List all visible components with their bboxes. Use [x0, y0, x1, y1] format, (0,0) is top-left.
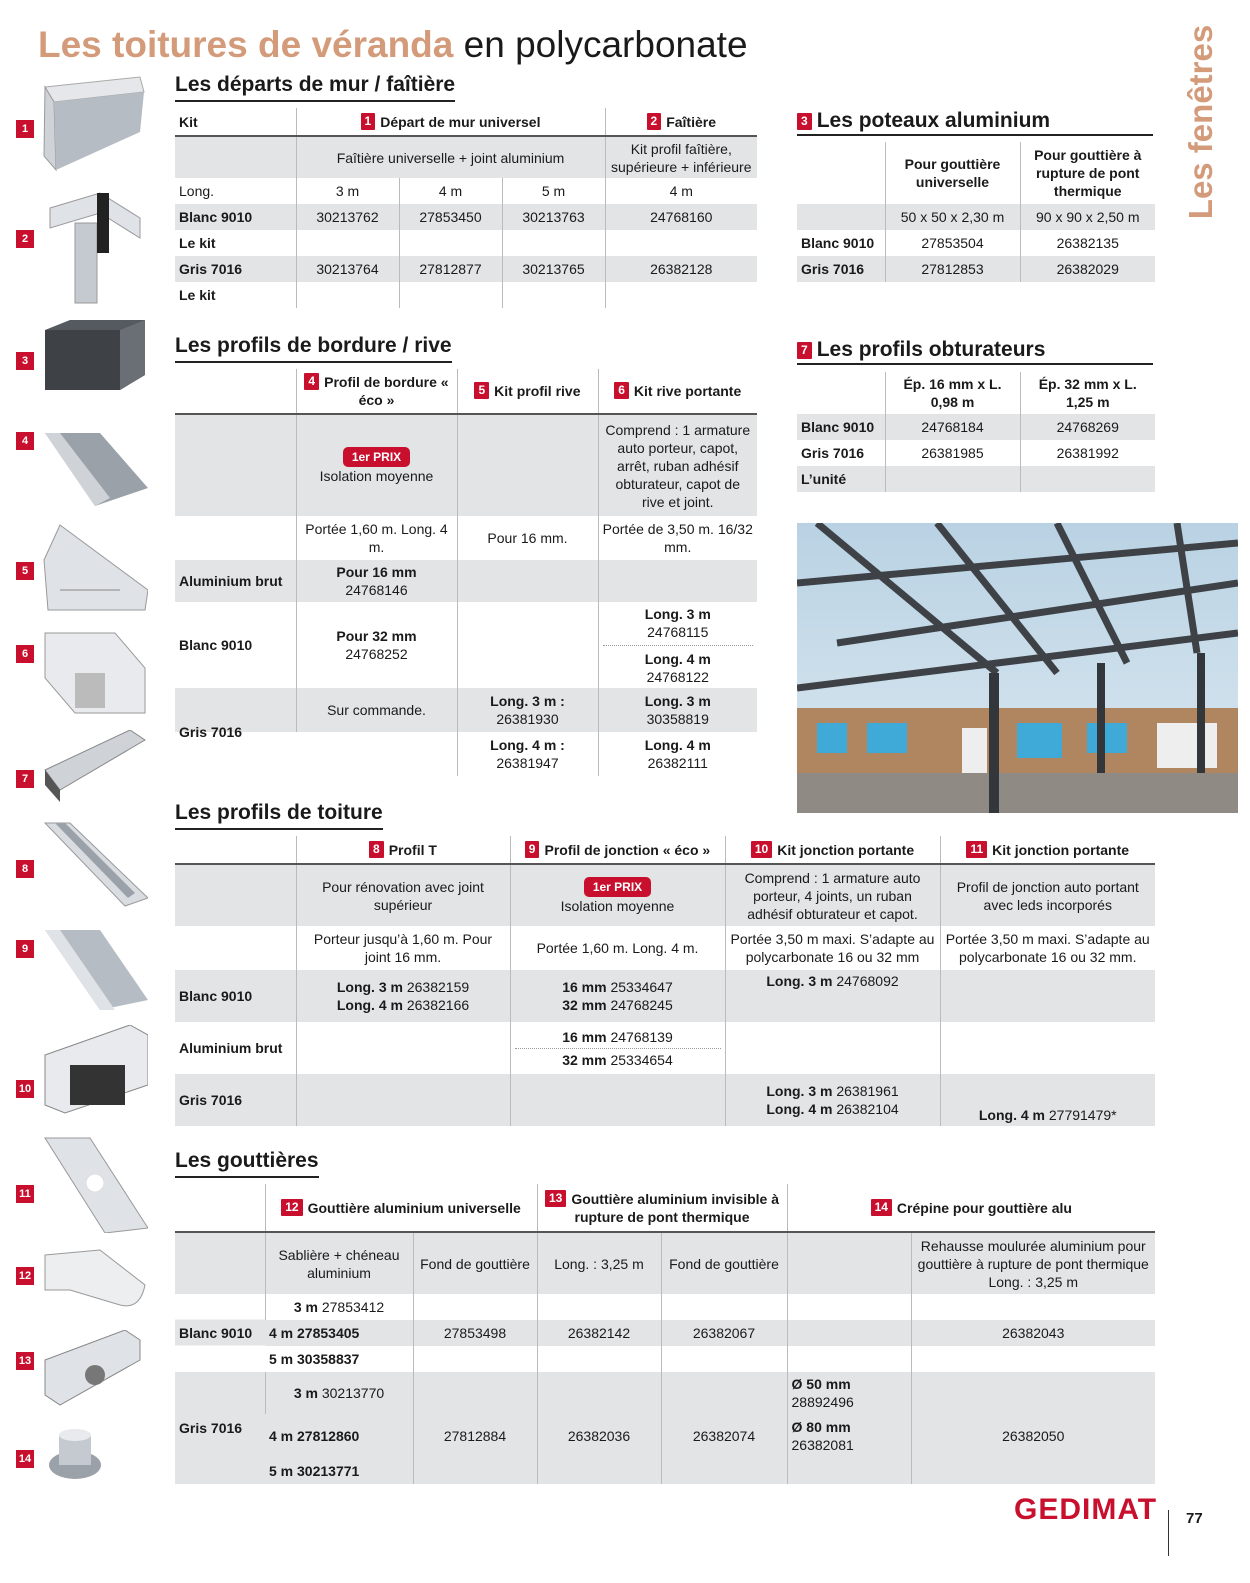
- product-image-post: [40, 320, 148, 410]
- cell: Portée 1,60 m. Long. 4 m.: [296, 516, 457, 560]
- table-closures: [797, 372, 1155, 492]
- cell: 26381985: [885, 440, 1020, 466]
- cell: 90 x 90 x 2,50 m: [1020, 204, 1155, 230]
- cell: Long. 4 m 27791479*: [940, 1074, 1155, 1126]
- header-universal-gutter: Pour gouttière universelle: [885, 142, 1020, 204]
- cell: 4 m 27853405: [265, 1320, 413, 1346]
- header-32mm: Ép. 32 mm x L. 1,25 m: [1020, 372, 1155, 414]
- side-section-title: Les fenêtres: [1182, 24, 1219, 219]
- badge-6: 6: [16, 645, 34, 663]
- badge-7: 7: [16, 770, 34, 788]
- row-label-kit: Le kit: [179, 235, 216, 251]
- cell: Long. 3 m 24768092: [725, 970, 940, 1022]
- cell: Sablière + chéneau aluminium: [265, 1232, 413, 1294]
- cell: 30213764: [296, 256, 399, 282]
- product-image-gutter: [40, 1245, 148, 1315]
- cell: 27812853: [885, 256, 1020, 282]
- row-label-white: Blanc 9010: [801, 235, 875, 251]
- cell: 30213762: [296, 204, 399, 230]
- section-title-closures: 7 Les profils obturateurs: [797, 337, 1153, 365]
- cell: 26382074: [661, 1414, 787, 1458]
- cell: 30213763: [502, 204, 605, 230]
- cell: 27812877: [399, 256, 502, 282]
- cell: 3 m 27853412: [265, 1294, 413, 1320]
- table-edge-profiles: [175, 369, 757, 776]
- cell: 26382036: [537, 1414, 661, 1458]
- section-title-gutters: Les gouttières: [175, 1149, 319, 1172]
- cell: 24768269: [1020, 414, 1155, 440]
- cell: 50 x 50 x 2,30 m: [885, 204, 1020, 230]
- product-image-bearing-edge: [40, 628, 148, 718]
- row-label-white: Blanc 9010: [797, 414, 885, 440]
- header-kit: Kit: [175, 108, 296, 136]
- brand-logo: GEDIMAT: [1014, 1493, 1158, 1526]
- badge-8: 8: [16, 860, 34, 878]
- veranda-photo: [797, 523, 1238, 813]
- row-label-kit: Le kit: [179, 287, 216, 303]
- cell: Long. 3 m 30358819: [598, 688, 757, 732]
- cell: 4 m: [605, 178, 757, 204]
- footer-divider: [1168, 1510, 1169, 1556]
- cell-first-price: 1er PRIX Isolation moyenne: [510, 864, 725, 926]
- row-label-white: Blanc 9010: [175, 204, 296, 230]
- badge-3: 3: [16, 352, 34, 370]
- row-label-white: Blanc 9010: [175, 1294, 265, 1372]
- section-title-wall-start: Les départs de mur / faîtière: [175, 73, 456, 96]
- badge-13: 13: [16, 1352, 34, 1370]
- cell: Fond de gouttière: [661, 1232, 787, 1294]
- header-edge-kit: 5 Kit profil rive: [457, 369, 598, 414]
- product-image-strainer: [45, 1425, 105, 1485]
- cell: Sur commande.: [296, 688, 457, 732]
- row-label-grey: Gris 7016: [797, 256, 885, 282]
- cell: Pour rénovation avec joint supérieur: [296, 864, 510, 926]
- row-label-white: Blanc 9010: [179, 637, 253, 653]
- row-label-grey: Gris 7016: [175, 1372, 265, 1484]
- cell: Pour 16 mm 24768146: [296, 560, 457, 602]
- header-16mm: Ép. 16 mm x L. 0,98 m: [885, 372, 1020, 414]
- cell: 26382142: [537, 1320, 661, 1346]
- cell: 26382135: [1020, 230, 1155, 256]
- table-posts: [797, 142, 1155, 282]
- badge-4: 4: [16, 432, 34, 450]
- section-title-roof-profiles: Les profils de toiture: [175, 801, 383, 824]
- cell: Portée 3,50 m maxi. S’adapte au polycarbonate 16 ou 32 mm: [725, 926, 940, 970]
- cell: 26381992: [1020, 440, 1155, 466]
- row-label-unit: L’unité: [797, 466, 885, 492]
- badge-14: 14: [16, 1450, 34, 1468]
- cell: Portée 1,60 m. Long. 4 m.: [510, 926, 725, 970]
- header-junction-eco: 9 Profil de jonction « éco »: [510, 836, 725, 864]
- cell: Comprend : 1 armature auto porteur, 4 joints, un ruban adhésif obturateur et capot.: [725, 864, 940, 926]
- cell: Long. 3 m 26381961 Long. 4 m 26382104: [725, 1074, 940, 1126]
- cell: Long. 4 m 26382111: [598, 732, 757, 776]
- cell: 27812884: [413, 1414, 537, 1458]
- cell: 27853498: [413, 1320, 537, 1346]
- cell: 4 m 27812860: [265, 1414, 413, 1458]
- cell: 16 mm 25334647 32 mm 24768245: [510, 970, 725, 1022]
- product-image-t-profile: [40, 818, 148, 908]
- row-label-grey: Gris 7016: [175, 688, 296, 776]
- desc-wall-start: Faîtière universelle + joint aluminium: [296, 136, 605, 178]
- row-label-length: Long.: [179, 183, 215, 199]
- cell: 3 m 30213770: [265, 1372, 413, 1414]
- badge-5: 5: [16, 562, 34, 580]
- first-price-badge: 1er PRIX: [584, 877, 651, 897]
- row-label-raw-alu: Aluminium brut: [175, 560, 296, 602]
- cell: 26382029: [1020, 256, 1155, 282]
- product-image-junction-eco: [40, 925, 148, 1015]
- cell: 24768184: [885, 414, 1020, 440]
- product-image-edge-kit: [40, 520, 148, 615]
- header-bearing-edge: 6 Kit rive portante: [598, 369, 757, 414]
- cell-first-price: 1er PRIX Isolation moyenne: [296, 414, 457, 516]
- cell: 4 m: [399, 178, 502, 204]
- header-wall-start: 1 Départ de mur universel: [296, 108, 605, 136]
- cell: 26382128: [605, 256, 757, 282]
- cell: Profil de jonction auto portant avec leds incorporés: [940, 864, 1155, 926]
- badge-1: 1: [16, 120, 34, 138]
- cell: Ø 80 mm 26382081: [787, 1414, 911, 1458]
- section-title-posts: 3 Les poteaux aluminium: [797, 108, 1153, 136]
- cell: Portée 3,50 m maxi. S’adapte au polycarbonate 16 ou 32 mm.: [940, 926, 1155, 970]
- header-universal-gutter: 12 Gouttière aluminium universelle: [265, 1184, 537, 1232]
- header-edge-eco: 4 Profil de bordure « éco »: [296, 369, 457, 414]
- badge-11: 11: [16, 1185, 34, 1203]
- table-roof-profiles: [175, 836, 1155, 1126]
- row-label-raw-alu: Aluminium brut: [179, 1040, 283, 1056]
- product-image-wall-start: [40, 72, 148, 172]
- row-label-white: Blanc 9010: [175, 970, 296, 1022]
- cell: Long. 3 m : 26381930: [457, 688, 598, 732]
- row-label-grey: Gris 7016: [175, 1074, 296, 1126]
- row-label-grey: Gris 7016: [801, 445, 865, 461]
- cell: 24768160: [605, 204, 757, 230]
- header-strainer: 14 Crépine pour gouttière alu: [787, 1184, 1155, 1232]
- desc-bearing-edge: Comprend : 1 armature auto porteur, capot, arrêt, ruban adhésif obturateur, capot de rive et joint.: [598, 414, 757, 516]
- cell: Ø 50 mm 28892496: [787, 1372, 911, 1414]
- product-image-junction-kit: [40, 1025, 148, 1115]
- cell: Pour 16 mm.: [457, 516, 598, 560]
- cell: Long. 3 m 24768115 Long. 4 m 24768122: [598, 602, 757, 688]
- section-title-edge-profiles: Les profils de bordure / rive: [175, 334, 452, 357]
- badge-12: 12: [16, 1267, 34, 1285]
- product-image-invisible-gutter: [40, 1330, 148, 1410]
- product-image-edge-profile: [40, 428, 148, 508]
- cell: 5 m 30213771: [265, 1458, 413, 1484]
- table-wall-start: [175, 108, 757, 308]
- badge-10: 10: [16, 1080, 34, 1098]
- first-price-badge: 1er PRIX: [343, 447, 410, 467]
- page-number: 77: [1186, 1510, 1203, 1527]
- cell: Pour 32 mm 24768252: [296, 602, 457, 688]
- cell: Long. 4 m : 26381947: [457, 732, 598, 776]
- cell: Long. 3 m 26382159 Long. 4 m 26382166: [296, 970, 510, 1022]
- product-image-closure: [40, 730, 148, 805]
- cell: Portée de 3,50 m. 16/32 mm.: [598, 516, 757, 560]
- header-t-profile: 8 Profil T: [296, 836, 510, 864]
- cell: 26382050: [911, 1414, 1155, 1458]
- product-image-junction-led: [40, 1133, 148, 1233]
- badge-2: 2: [16, 230, 34, 248]
- header-junction-kit: 10 Kit jonction portante: [725, 836, 940, 864]
- desc-ridge: Kit profil faîtière, supérieure + inférieure: [605, 136, 757, 178]
- cell: 27853450: [399, 204, 502, 230]
- cell: 27853504: [885, 230, 1020, 256]
- cell: 3 m: [296, 178, 399, 204]
- header-invisible-gutter: 13 Gouttière aluminium invisible à rupture de pont thermique: [537, 1184, 787, 1232]
- cell: 26382043: [911, 1320, 1155, 1346]
- cell: 16 mm 24768139 32 mm 25334654: [510, 1022, 725, 1074]
- cell: Fond de gouttière: [413, 1232, 537, 1294]
- cell: Long. : 3,25 m: [537, 1232, 661, 1294]
- cell: 30213765: [502, 256, 605, 282]
- header-ridge: 2 Faîtière: [605, 108, 757, 136]
- row-label-grey: Gris 7016: [175, 256, 296, 282]
- cell: Porteur jusqu’à 1,60 m. Pour joint 16 mm.: [296, 926, 510, 970]
- product-image-ridge: [40, 188, 148, 308]
- cell: 5 m 30358837: [269, 1351, 360, 1367]
- table-gutters: [175, 1184, 1155, 1484]
- badge-9: 9: [16, 940, 34, 958]
- cell: Rehausse moulurée aluminium pour gouttière à rupture de pont thermique Long. : 3,25 m: [911, 1232, 1155, 1294]
- page-title: Les toitures de véranda en polycarbonate: [38, 24, 748, 65]
- header-junction-led: 11 Kit jonction portante: [940, 836, 1155, 864]
- cell: 26382067: [661, 1320, 787, 1346]
- header-thermal-gutter: Pour gouttière à rupture de pont thermique: [1020, 142, 1155, 204]
- cell: 5 m: [502, 178, 605, 204]
